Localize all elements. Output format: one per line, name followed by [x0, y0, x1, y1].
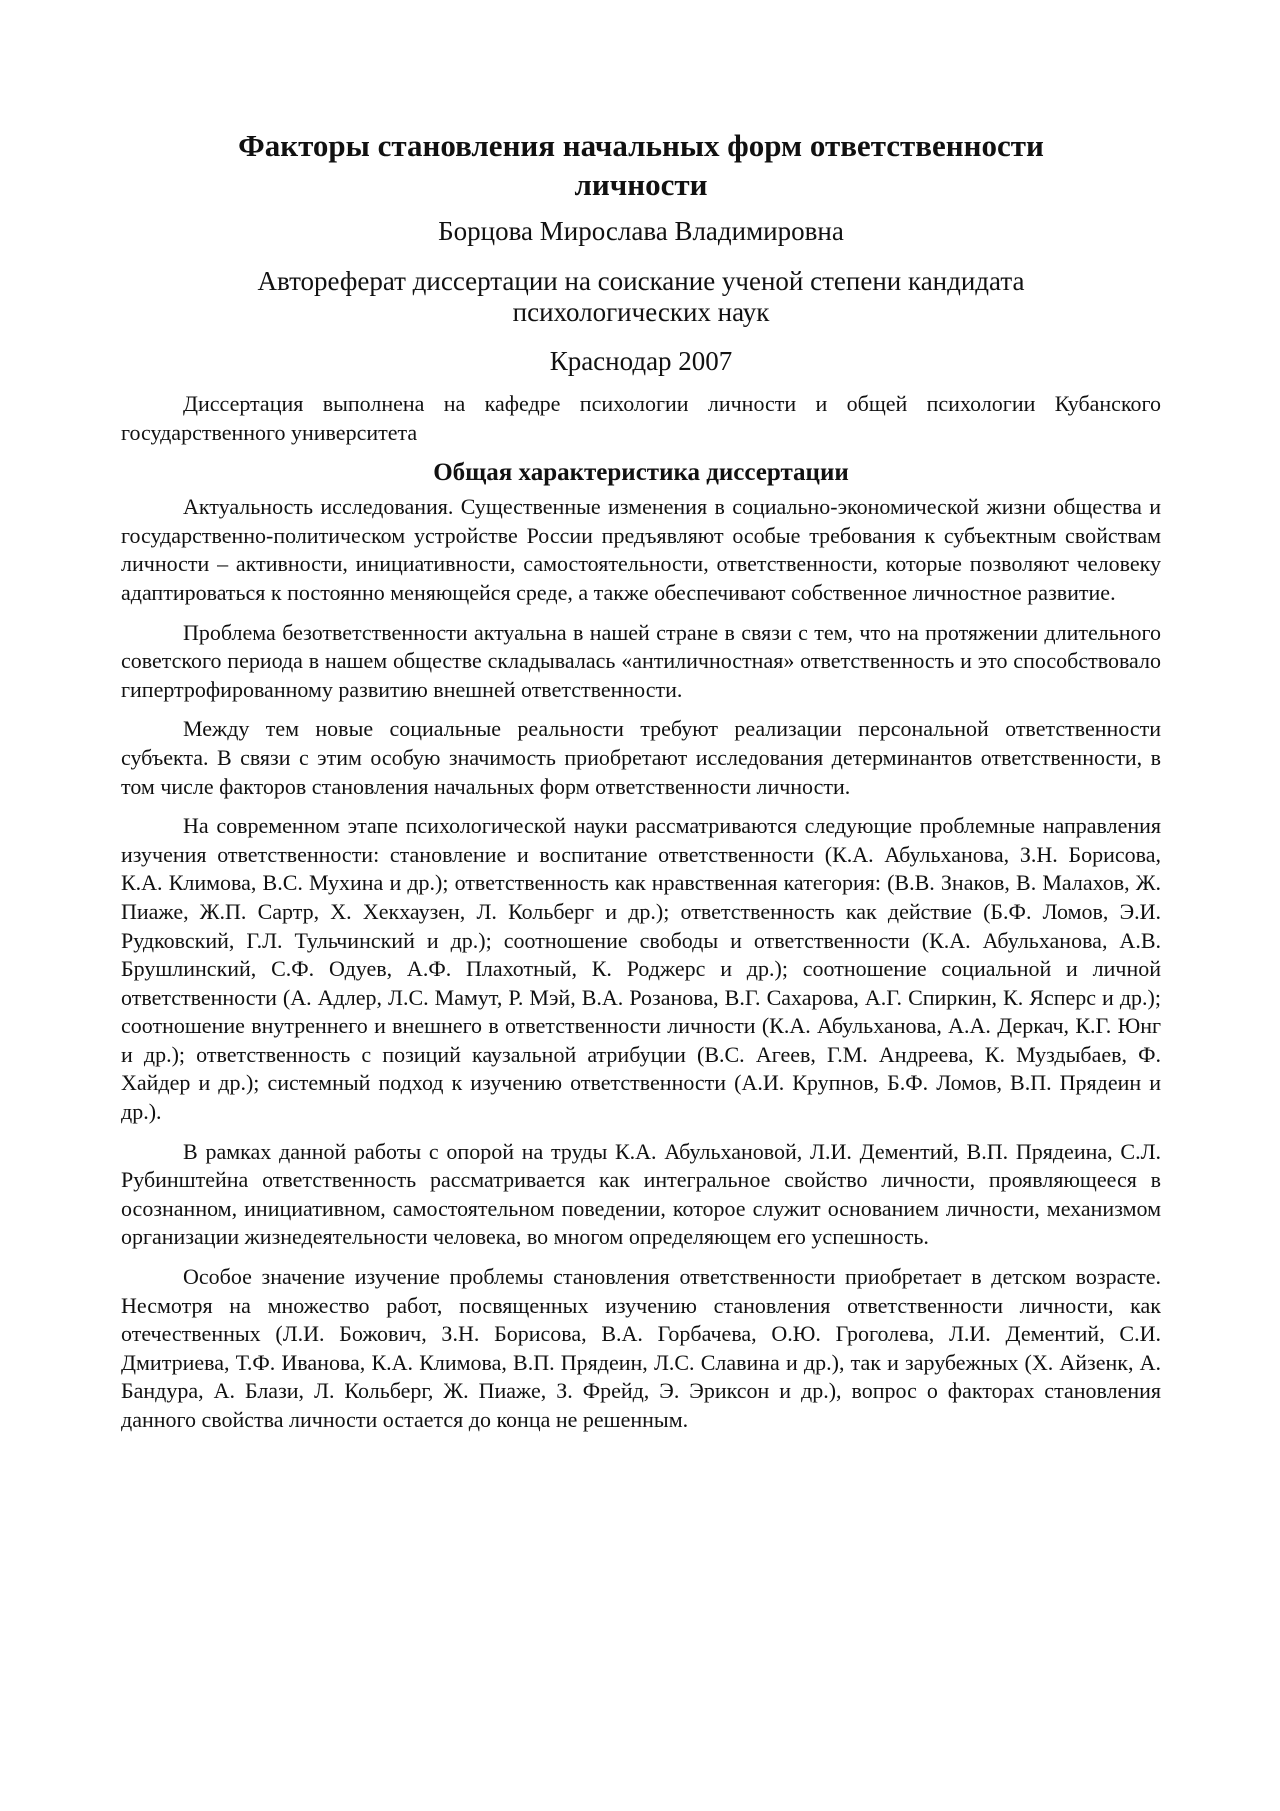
paragraph-problem: Проблема безответственности актуальна в нашей стране в связи с тем, что на протяжении длительного советского периода в нашем обществе складывалась «антиличностная» ответственность и это способствовало гипертрофированному развитию внешней ответственности. [121, 619, 1161, 702]
paragraph-research-directions: На современном этапе психологической науки рассматриваются следующие проблемные направления изучения ответственности: становление и воспитание ответственности (К.А. Абульханова, З.Н. Борисова, К.А. Климова, В.С. Мухина и др.); ответственность как нравственная категория: (В.В. Знаков, В. Малахов, Ж. Пиаже, Ж.П. Сартр, Х. Хекхаузен, Л. Кольберг и др.); ответственность как действие (Б.Ф. Ломов, Э.И. Рудковский, Г.Л. Тульчинский и др.); соотношение свободы и ответственности (К.А. Абульханова, А.В. Брушлинский, С.Ф. Одуев, А.Ф. Плахотный, К. Роджерс и др.); соотношение социальной и личной ответственности (А. Адлер, Л.С. Мамут, Р. Мэй, В.А. Розанова, В.Г. Сахарова, А.Г. Спиркин, К. Ясперс и др.); соотношение внутреннего и внешнего в ответственности личности (К.А. Абульханова, А.А. Деркач, К.Г. Юнг и др.); ответственность с позиций каузальной атрибуции (В.С. Агеев, Г.М. Андреева, К. Муздыбаев, Ф. Хайдер и др.); системный подход к изучению ответственности (А.И. Крупнов, Б.Ф. Ломов, В.П. Прядеин и др.). [121, 813, 1161, 1125]
intro-paragraph: Диссертация выполнена на кафедре психологии личности и общей психологии Кубанского государственного университета [121, 391, 1161, 445]
document-page [121, 118, 1161, 1435]
degree-line: Автореферат диссертации на соискание ученой степени кандидата психологических наук [257, 266, 1025, 327]
place-year: Краснодар 2007 [549, 346, 733, 376]
document-title: Факторы становления начальных форм ответственности личности [238, 128, 1044, 202]
section-title: Общая характеристика диссертации [433, 459, 849, 487]
paragraph-relevance: Актуальность исследования. Существенные изменения в социально-экономической жизни общества и государственно-политическом устройстве России предъявляют особые требования к субъектным свойствам личности – активности, инициативности, самостоятельности, ответственности, которые позволяют человеку адаптироваться к постоянно меняющейся среде, а также обеспечивают собственное личностное развитие. [121, 494, 1161, 605]
paragraph-new-realities: Между тем новые социальные реальности требуют реализации персональной ответственности субъекта. В связи с этим особую значимость приобретают исследования детерминантов ответственности, в том числе факторов становления начальных форм ответственности личности. [121, 716, 1161, 799]
author-name: Борцова Мирослава Владимировна [438, 216, 844, 246]
paragraph-framework: В рамках данной работы с опорой на труды К.А. Абульхановой, Л.И. Дементий, В.П. Прядеина, С.Л. Рубинштейна ответственность рассматривается как интегральное свойство личности, проявляющееся в осознанном, инициативном, самостоятельном поведении, которое служит основанием личности, механизмом организации жизнедеятельности человека, во многом определяющем его успешность. [121, 1138, 1161, 1250]
paragraph-childhood: Особое значение изучение проблемы становления ответственности приобретает в детском возрасте. Несмотря на множество работ, посвященных изучению становления ответственности личности, как отечественных (Л.И. Божович, З.Н. Борисова, В.А. Горбачева, О.Ю. Гроголева, Л.И. Дементий, С.И. Дмитриева, Т.Ф. Иванова, К.А. Климова, В.П. Прядеин, Л.С. Славина и др.), так и зарубежных (Х. Айзенк, А. Бандура, А. Блази, Л. Кольберг, Ж. Пиаже, З. Фрейд, Э. Эриксон и др.), вопрос о факторах становления данного свойства личности остается до конца не решенным. [121, 1264, 1161, 1432]
